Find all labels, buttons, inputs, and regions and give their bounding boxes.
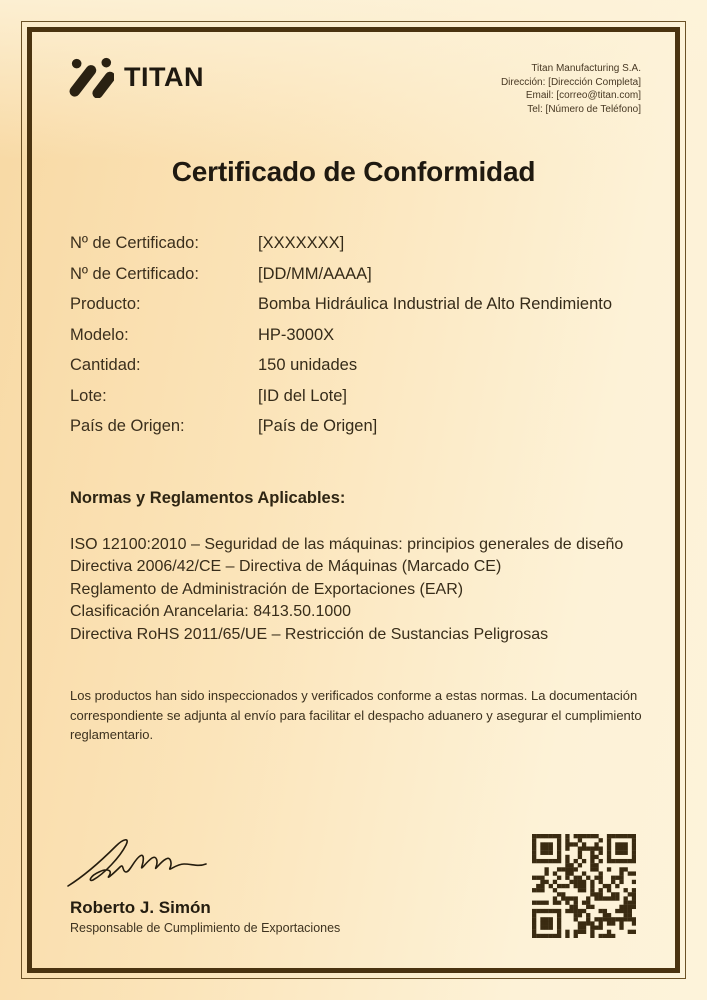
field-label: Cantidad: <box>70 356 141 374</box>
field-label: Producto: <box>70 295 141 313</box>
field-row-model <box>70 320 657 351</box>
field-label: Nº de Certificado: <box>70 234 199 252</box>
standards-item: Directiva 2006/42/CE – Directiva de Máquinas (Marcado CE) <box>70 558 502 576</box>
field-row-product <box>70 289 657 320</box>
standards-section <box>70 487 663 646</box>
brand <box>68 56 204 98</box>
field-value: HP-3000X <box>258 325 335 344</box>
field-label: Nº de Certificado: <box>70 264 199 283</box>
company-info <box>501 56 641 116</box>
field-row-certificate-date <box>70 259 657 290</box>
titan-logo-icon <box>68 56 114 98</box>
company-email: Email: [correo@titan.com] <box>525 90 641 101</box>
field-value: [País de Origen] <box>258 417 378 435</box>
standards-heading: Normas y Reglamentos Aplicables: <box>70 489 346 507</box>
field-value: [DD/MM/AAAA] <box>258 264 372 283</box>
field-row-origin-country <box>70 411 657 442</box>
header <box>68 56 641 116</box>
signatory-name: Roberto J. Simón <box>70 898 211 917</box>
signature-stroke-icon <box>62 834 340 894</box>
standards-item: Reglamento de Administración de Exportaciones (EAR) <box>70 580 464 598</box>
company-name: Titan Manufacturing S.A. <box>531 63 641 74</box>
company-address: Dirección: [Dirección Completa] <box>500 76 641 88</box>
qr-code <box>532 834 636 938</box>
field-value: [XXXXXXX] <box>258 234 345 252</box>
field-label: Modelo: <box>70 325 129 344</box>
field-row-quantity <box>70 350 657 381</box>
disclaimer-text: Los productos han sido inspeccionados y verificados conforme a estas normas. La documentación correspondiente se adjunta al envío para facilitar el despacho aduanero y asegurar el cumplimiento reglamentario. <box>70 688 642 742</box>
field-label: Lote: <box>70 386 107 405</box>
signatory-role: Responsable de Cumplimiento de Exportaciones <box>70 921 341 935</box>
standards-list <box>70 534 663 646</box>
signature-block <box>62 834 340 935</box>
certificate-fields <box>70 228 657 442</box>
brand-name: TITAN <box>124 61 204 92</box>
field-row-lot <box>70 381 657 412</box>
field-row-certificate-number <box>70 228 657 259</box>
field-value: 150 unidades <box>258 356 358 374</box>
standards-item: Directiva RoHS 2011/65/UE – Restricción de Sustancias Peligrosas <box>70 625 549 643</box>
certificate-title: Certificado de Conformidad <box>171 156 536 187</box>
field-value: [ID del Lote] <box>258 386 347 405</box>
standards-item: Clasificación Arancelaria: 8413.50.1000 <box>70 603 352 621</box>
field-value: Bomba Hidráulica Industrial de Alto Rendimiento <box>258 295 613 313</box>
field-label: País de Origen: <box>70 417 185 435</box>
company-phone: Tel: [Número de Teléfono] <box>527 103 641 115</box>
standards-item: ISO 12100:2010 – Seguridad de las máquinas: principios generales de diseño <box>70 536 624 553</box>
